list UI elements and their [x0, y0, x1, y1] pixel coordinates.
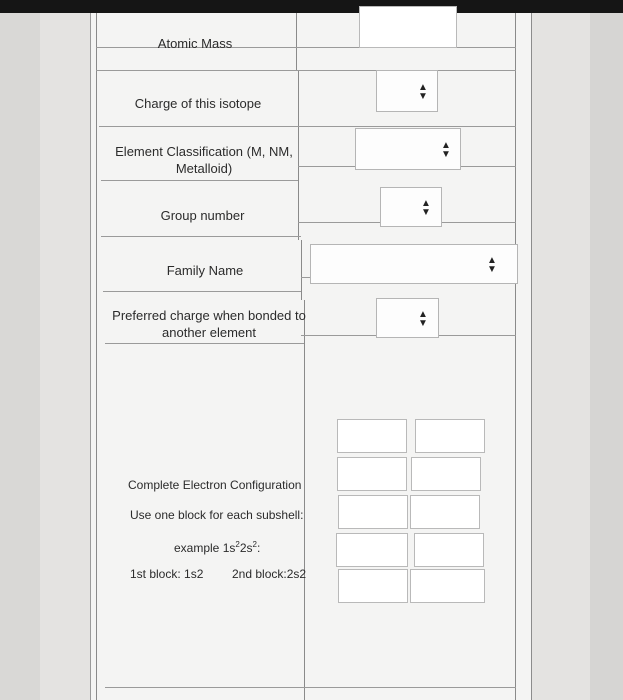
example-mid: 2s: [239, 541, 253, 555]
classification-label: [104, 143, 304, 177]
row-divider: [101, 180, 298, 181]
col-left-border: [96, 13, 97, 700]
subshell-block-9[interactable]: [338, 569, 408, 603]
row-divider: [96, 70, 516, 71]
electron-config-instruction: Use one block for each subshell:: [130, 508, 304, 522]
up-down-arrows-icon: ▲ ▼: [441, 140, 451, 160]
right-margin: [590, 13, 623, 700]
row-divider: [105, 343, 304, 344]
up-down-arrows-icon: ▲ ▼: [418, 82, 428, 102]
example-sup1: 2: [235, 540, 240, 549]
example-prefix: example 1s: [174, 541, 236, 555]
col-divider: [301, 240, 302, 300]
preferred-charge-label: [104, 307, 314, 341]
up-down-arrows-icon: ▲ ▼: [418, 309, 428, 329]
preferred-charge-line2: another element: [162, 325, 256, 340]
subshell-block-1[interactable]: [337, 419, 407, 453]
second-block-example: 2nd block:2s2: [232, 567, 307, 581]
up-down-arrows-icon: ▲ ▼: [487, 255, 497, 275]
atomic-mass-input[interactable]: [359, 6, 457, 48]
row-divider: [101, 236, 301, 237]
charge-isotope-label: Charge of this isotope: [134, 96, 262, 111]
family-name-label: Family Name: [166, 263, 244, 278]
family-name-select[interactable]: [310, 244, 518, 284]
charge-isotope-select[interactable]: [376, 70, 438, 112]
subshell-block-8[interactable]: [414, 533, 484, 567]
classification-select[interactable]: [355, 128, 461, 170]
col-right-border: [515, 13, 516, 700]
left-margin: [0, 13, 40, 700]
electron-config-example: [174, 537, 314, 556]
classification-line1: Element Classification (M, NM,: [115, 144, 293, 159]
col-divider: [304, 300, 305, 700]
subshell-block-7[interactable]: [336, 533, 408, 567]
col-divider: [296, 13, 297, 70]
first-block-example: 1st block: 1s2: [130, 567, 204, 581]
group-number-label: Group number: [160, 208, 245, 223]
example-sup2: 2: [252, 540, 257, 549]
atomic-mass-label: Atomic Mass: [157, 36, 233, 51]
up-down-arrows-icon: ▲ ▼: [421, 198, 431, 218]
row-divider: [105, 687, 516, 688]
classification-line2: Metalloid): [175, 161, 233, 176]
example-suffix: :: [256, 541, 261, 555]
subshell-block-6[interactable]: [410, 495, 480, 529]
subshell-block-2[interactable]: [415, 419, 485, 453]
electron-config-title: Complete Electron Configuration: [128, 478, 302, 492]
subshell-block-10[interactable]: [410, 569, 485, 603]
group-number-select[interactable]: [380, 187, 442, 227]
subshell-block-3[interactable]: [337, 457, 407, 491]
row-divider: [99, 126, 516, 127]
row-divider: [103, 291, 301, 292]
subshell-block-5[interactable]: [338, 495, 408, 529]
preferred-charge-line1: Preferred charge when bonded to: [112, 308, 306, 323]
preferred-charge-select[interactable]: [376, 298, 439, 338]
subshell-block-4[interactable]: [411, 457, 481, 491]
top-dark-bar: [0, 0, 623, 13]
